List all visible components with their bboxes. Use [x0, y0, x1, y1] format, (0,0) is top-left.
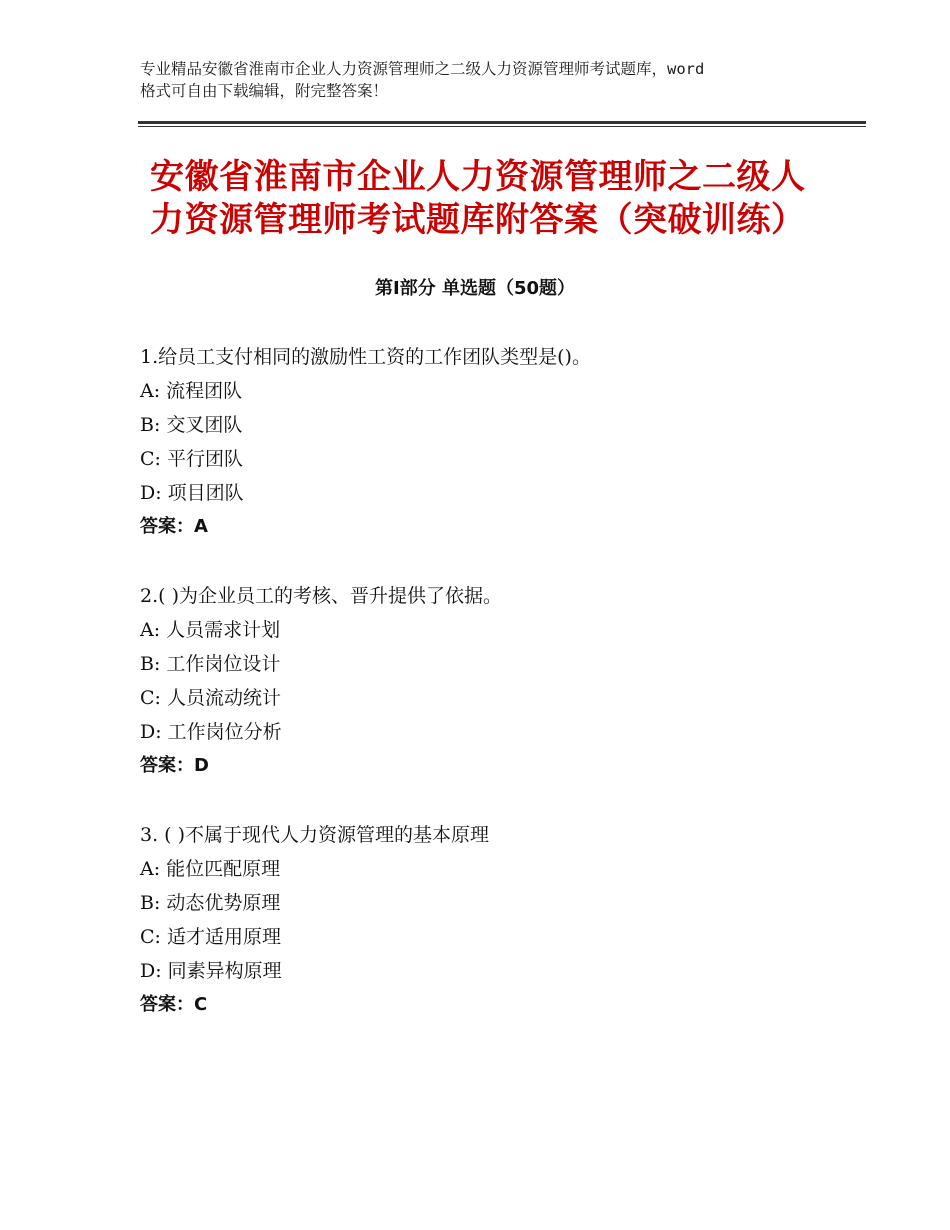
option-c: C: 平行团队 — [140, 448, 243, 470]
header-divider-thick — [138, 121, 866, 124]
option-b: B: 动态优势原理 — [140, 892, 281, 914]
section-heading: 第Ⅰ部分 单选题（50题） — [374, 278, 575, 299]
question-2 — [140, 579, 860, 783]
header-note-line-1: 专业精品安徽省淮南市企业人力资源管理师之二级人力资源管理师考试题库，word — [140, 60, 705, 78]
question-stem: 1.给员工支付相同的激励性工资的工作团队类型是()。 — [140, 346, 591, 368]
answer-label: 答案：C — [140, 994, 208, 1015]
header-divider-thin — [138, 126, 866, 127]
document-header-note — [140, 58, 820, 102]
option-a: A: 能位匹配原理 — [140, 858, 281, 880]
question-3 — [140, 818, 860, 1022]
question-stem: 2.( )为企业员工的考核、晋升提供了依据。 — [140, 585, 502, 607]
answer-label: 答案：D — [140, 755, 209, 776]
option-d: D: 同素异构原理 — [140, 960, 282, 982]
option-a: A: 人员需求计划 — [140, 619, 281, 641]
option-c: C: 适才适用原理 — [140, 926, 281, 948]
option-c: C: 人员流动统计 — [140, 687, 281, 709]
document-title — [150, 156, 850, 242]
option-b: B: 交叉团队 — [140, 414, 243, 436]
option-b: B: 工作岗位设计 — [140, 653, 281, 675]
title-line-2: 力资源管理师考试题库附答案（突破训练） — [150, 200, 806, 240]
answer-label: 答案：A — [140, 516, 208, 537]
question-1 — [140, 340, 860, 544]
title-line-1: 安徽省淮南市企业人力资源管理师之二级人 — [150, 157, 806, 197]
option-a: A: 流程团队 — [140, 380, 243, 402]
option-d: D: 工作岗位分析 — [140, 721, 282, 743]
question-stem: 3. ( )不属于现代人力资源管理的基本原理 — [140, 824, 490, 846]
header-note-line-2: 格式可自由下载编辑，附完整答案！ — [140, 82, 389, 100]
option-d: D: 项目团队 — [140, 482, 244, 504]
